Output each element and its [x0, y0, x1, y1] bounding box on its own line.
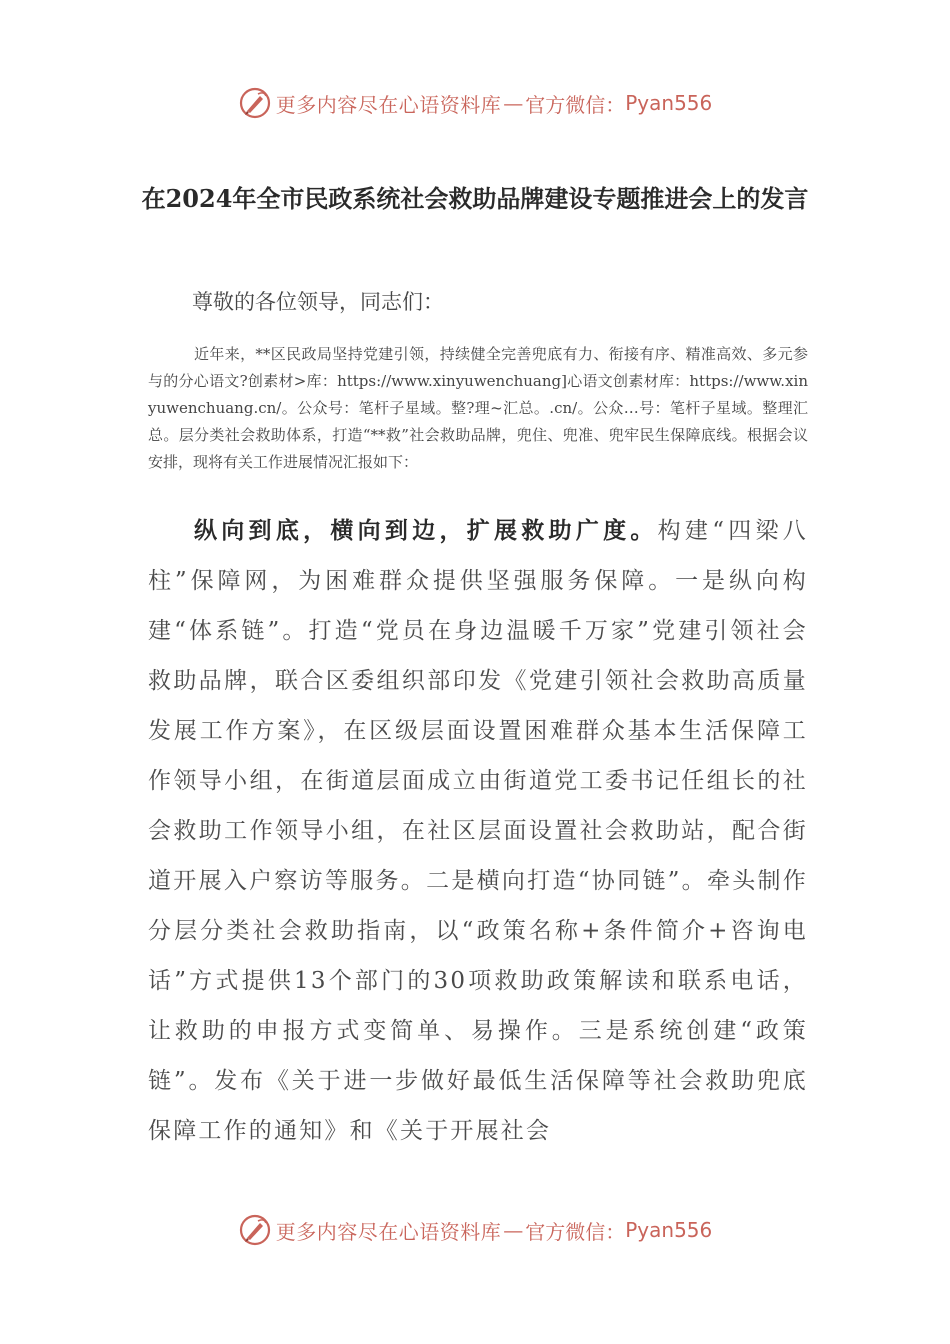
banner-dash: — [503, 1218, 524, 1242]
banner-wechat-id: Pyan556 [625, 1218, 713, 1242]
banner-slogan: 更多内容尽在心语资料库 [275, 92, 502, 117]
banner-slogan: 更多内容尽在心语资料库 [275, 1219, 502, 1244]
salutation: 尊敬的各位领导，同志们： [192, 290, 444, 314]
banner-dash: — [503, 91, 524, 115]
header-banner [0, 83, 950, 123]
banner-wechat-id: Pyan556 [625, 91, 713, 115]
pen-circle-logo-icon [238, 86, 272, 120]
intro-paragraph: 近年来，**区民政局坚持党建引领，持续健全完善兜底有力、衔接有序、精准高效、多元参与的分心语文?创素材>库：https://www.xinyuwenchuang]心语文创素材库：https://www.xinyuwenchuang.cn/。公众号：笔杆子星域。整?理~汇总。.cn/。公众…号：笔杆子星域。整理汇总。层分类社会救助体系，打造“**救”社会救助品牌，兜住、兜准、兜牢民生保障底线。根据会议安排，现将有关工作进展情况汇报如下： [148, 345, 808, 471]
section-lead-heading: 纵向到底，横向到边，扩展救助广度。 [194, 517, 658, 544]
document-title: 在2024年全市民政系统社会救助品牌建设专题推进会上的发言 [141, 184, 809, 213]
body-paragraph [148, 506, 808, 1156]
footer-banner [0, 1210, 950, 1250]
pen-circle-logo-icon [238, 1213, 272, 1247]
banner-official-label: 官方微信： [525, 92, 626, 117]
section-body-text: 构建“四梁八柱”保障网，为困难群众提供坚强服务保障。一是纵向构建“体系链”。打造“党员在身边温暖千万家”党建引领社会救助品牌，联合区委组织部印发《党建引领社会救助高质量发展工作方案》，在区级层面设置困难群众基本生活保障工作领导小组，在街道层面成立由街道党工委书记任组长的社会救助工作领导小组，在社区层面设置社会救助站，配合街道开展入户察访等服务。二是横向打造“协同链”。牵头制作分层分类社会救助指南，以“政策名称+条件简介+咨询电话”方式提供13个部门的30项救助政策解读和联系电话，让救助的申报方式变简单、易操作。三是系统创建“政策链”。发布《关于进一步做好最低生活保障等社会救助兜底保障工作的通知》和《关于开展社会 [148, 518, 808, 1144]
banner-official-label: 官方微信： [525, 1219, 626, 1244]
